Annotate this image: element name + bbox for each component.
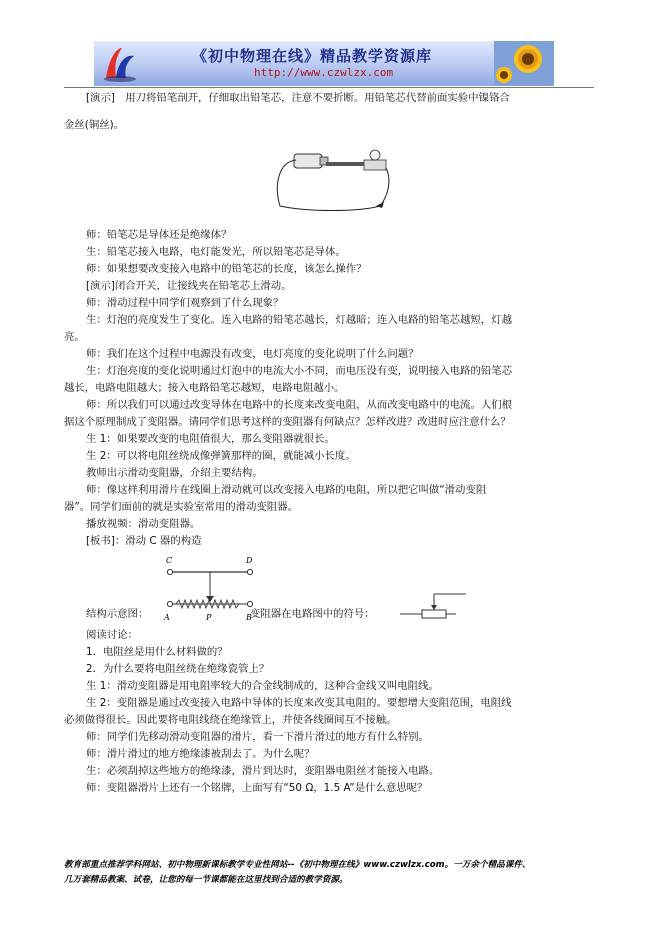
line-teacher-10: 师：变阻器滑片上还有一个铭牌，上面写有“50 Ω，1.5 A”是什么意思呢？ [86,782,428,794]
line-student-a4: 生：灯泡亮度的变化说明通过灯泡中的电流大小不同，而电压没有变，说明接入电路的铅笔芯 [86,365,513,377]
banner-url[interactable]: http://www.czwlzx.com [254,66,394,79]
terminal-c-label: C [166,556,173,565]
line-question-1: 1．电阻丝是用什么材料做的？ [86,646,228,658]
line-student2-answer-cont: 必须做得很长。因此要将电阻线绕在绝缘管上，并使各线圈间互不接触。 [64,714,397,726]
line-student-9: 生：必须刮掉这些地方的绝缘漆，滑片到达时，变阻器电阻丝才能接入电路。 [86,765,440,777]
line-teacher-6-cont: 器”。同学们面前的就是实验室常用的滑动变阻器。 [64,501,298,513]
line-teacher-q2: 师：如果想要改变接入电路中的铅笔芯的长度，该怎么操作？ [86,263,367,275]
footer-line-1: 教育部重点推荐学科网站、初中物理新课标教学专业性网站--《初中物理在线》www.czwlzx.com。一万余个精品课件、 [64,860,531,870]
line-student1: 生 1：如果要改变的电阻值很大，那么变阻器就很长。 [86,433,335,445]
line-question-2: 2．为什么要将电阻丝绕在绝缘瓷管上？ [86,663,270,675]
line-student2-answer: 生 2：变阻器是通过改变接入电路中导体的长度来改变其电阻的。要想增大变阻范围，电阻线 [86,697,512,709]
paragraph-demo-1-cont: 金丝(铜丝)。 [64,119,125,131]
footer-line-2: 几万套精品教案、试卷，让您的每一节课都能在这里找到合适的教学资源。 [64,875,348,885]
line-teacher-5: 师：所以我们可以通过改变导体在电路中的长度来改变电阻，从而改变电路中的电流。人们根 [86,399,513,411]
line-teacher-q1: 师：铅笔芯是导体还是绝缘体？ [86,229,232,241]
line-symbol-label: 变阻器在电路图中的符号： [250,608,375,620]
line-teacher-6: 师：像这样利用滑片在线圈上滑动就可以改变接入电路的电阻，所以把它叫做“滑动变阻 [86,484,487,496]
line-student-a4-cont: 越长，电路电阻越大；接入电路铅笔芯越短，电路电阻越小。 [64,382,345,394]
slider-p-label: P [206,613,212,622]
sunflower-icon [494,41,554,86]
terminal-b-label: B [246,613,252,622]
line-board: [板书]：滑动 C 器的构造 [86,535,202,547]
line-teacher-q4: 师：我们在这个过程中电源没有改变，电灯亮度的变化说明了什么问题？ [86,348,419,360]
terminal-a-label: A [164,613,170,622]
terminal-d-label: D [246,556,253,565]
line-teacher-show: 教师出示滑动变阻器，介绍主要结构。 [86,467,263,479]
line-teacher-5-cont: 据这个原理制成了变阻器。请同学们思考这样的变阻器有何缺点？怎样改进？改进时应注意什么？ [64,416,511,428]
rheostat-symbol-icon [400,590,468,626]
line-demo-2: [演示]闭合开关，让接线夹在铅笔芯上滑动。 [86,280,292,292]
site-logo-icon [100,44,140,84]
rheostat-structure-diagram [156,552,262,626]
line-reading: 阅读讨论： [86,629,138,641]
header-divider [64,87,594,88]
line-student2: 生 2：可以将电阻丝绕成像弹簧那样的圈，就能减小长度。 [86,450,356,462]
line-student1-answer: 生 1：滑动变阻器是用电阻率较大的合金线制成的，这种合金线又叫电阻线。 [86,680,439,692]
line-teacher-8: 师：滑片滑过的地方绝缘漆被刮去了。为什么呢？ [86,748,315,760]
line-video: 播放视频：滑动变阻器。 [86,518,201,530]
paragraph-demo-1: [演示] 用刀将铅笔剖开，仔细取出铅笔芯，注意不要折断。用铅笔芯代替前面实验中镍铬合 [86,92,510,104]
line-teacher-7: 师：同学们先移动滑动变阻器的滑片，看一下滑片滑过的地方有什么特别。 [86,731,429,743]
banner-title: 《初中物理在线》精品教学资源库 [192,47,433,65]
pencil-circuit-figure [268,146,398,216]
line-student-a3-cont: 亮。 [64,331,85,343]
line-student-a1: 生：铅笔芯接入电路，电灯能发光，所以铅笔芯是导体。 [86,246,346,258]
header-banner [94,41,554,86]
line-student-a3: 生：灯泡的亮度发生了变化。连入电路的铅笔芯越长，灯越暗；连入电路的铅笔芯越短，灯越 [86,314,513,326]
line-teacher-q3: 师：滑动过程中同学们观察到了什么现象？ [86,297,284,309]
line-structure-label: 结构示意图： [86,608,149,620]
